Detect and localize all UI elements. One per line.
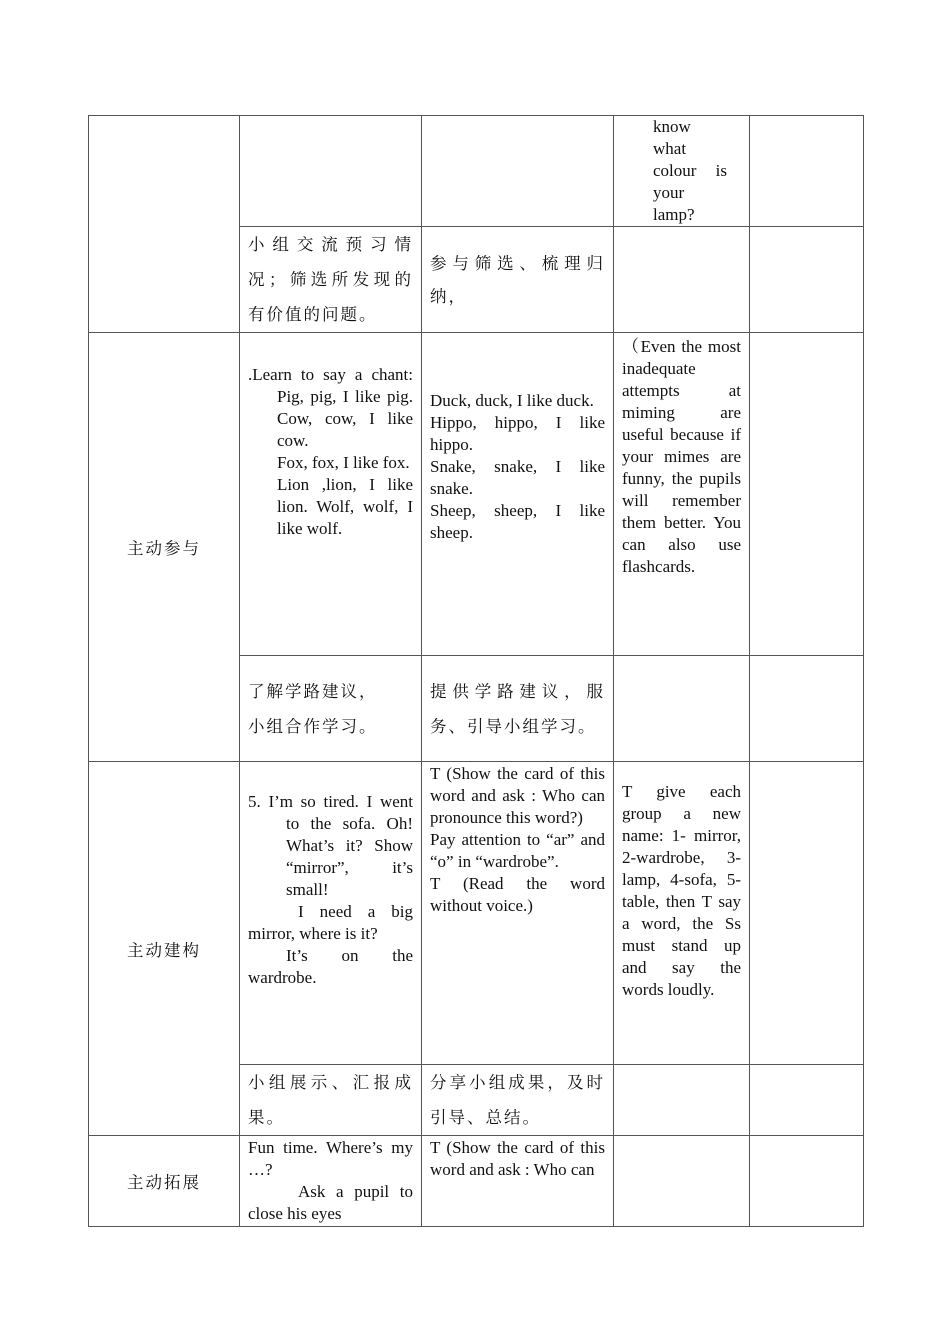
- teacher-activity-cell: [422, 333, 614, 656]
- table-row: [89, 333, 864, 656]
- student-activity-cell: 小组交流预习情况；筛选所发现的有价值的问题。: [240, 227, 422, 333]
- note-cell: [614, 116, 750, 227]
- student-activity-cell: [240, 333, 422, 656]
- teacher-line: T (Show the card of this word and ask : Who can pronounce this word?): [430, 764, 605, 827]
- note-cell: T give each group a new name: 1- mirror, 2-wardrobe, 3-lamp, 4-sofa, 5-table, then T say a word, the Ss must stand up and say the words loudly.: [614, 762, 750, 1065]
- note-line: colour is: [653, 161, 727, 180]
- note-cell: [614, 227, 750, 333]
- student-activity-cell: [240, 762, 422, 1065]
- student-activity-cell: 小组展示、汇报成果。: [240, 1065, 422, 1136]
- student-line: 小组合作学习。: [248, 716, 378, 736]
- stage-extension: 主动拓展: [89, 1136, 240, 1227]
- student-line: It’s on the wardrobe.: [248, 946, 413, 987]
- remarks-cell: [750, 116, 864, 227]
- stage-construction: 主动建构: [89, 762, 240, 1136]
- teacher-activity-cell: 参与筛选、梳理归纳，: [422, 227, 614, 333]
- note-line: what: [653, 139, 687, 158]
- student-activity-cell: [240, 116, 422, 227]
- note-cell: （Even the most inadequate attempts at miming are useful because if your mimes are funny, the pupils will remember them better. You can also use flashcards.: [614, 333, 750, 656]
- teacher-activity-cell: [422, 762, 614, 1065]
- remarks-cell: [750, 227, 864, 333]
- remarks-cell: [750, 762, 864, 1065]
- chant-line: Lion ,lion, I like lion. Wolf, wolf, I like wolf.: [277, 475, 413, 538]
- table-row: [89, 762, 864, 1065]
- remarks-cell: [750, 656, 864, 762]
- teacher-line: Hippo, hippo, I like hippo.: [430, 413, 605, 454]
- chant-line: Fox, fox, I like fox.: [277, 453, 410, 472]
- table-row: [89, 1136, 864, 1227]
- teacher-line: Duck, duck, I like duck.: [430, 391, 594, 410]
- note-cell: [614, 656, 750, 762]
- teacher-line: Pay attention to “ar” and “o” in “wardrobe”.: [430, 830, 605, 871]
- teacher-line: Snake, snake, I like snake.: [430, 457, 605, 498]
- teacher-line: Sheep, sheep, I like sheep.: [430, 501, 605, 542]
- teacher-activity-cell: [422, 116, 614, 227]
- note-cell: [614, 1136, 750, 1227]
- student-line: I need a big mirror, where is it?: [248, 902, 413, 943]
- teacher-activity-cell: T (Show the card of this word and ask : Who can: [422, 1136, 614, 1227]
- note-line: know: [653, 117, 691, 136]
- lesson-plan-table: [88, 115, 864, 1227]
- stage-cell-empty: [89, 116, 240, 333]
- teacher-line: T (Read the word without voice.): [430, 874, 605, 915]
- student-line: 了解学路建议，: [248, 681, 378, 701]
- student-activity-cell: [240, 1136, 422, 1227]
- note-cell: [614, 1065, 750, 1136]
- student-line: Fun time. Where’s my …?: [248, 1138, 413, 1179]
- teacher-activity-cell: 提供学路建议，服务、引导小组学习。: [422, 656, 614, 762]
- teacher-activity-cell: 分享小组成果，及时引导、总结。: [422, 1065, 614, 1136]
- stage-participation: 主动参与: [89, 333, 240, 762]
- remarks-cell: [750, 333, 864, 656]
- note-line: lamp?: [653, 205, 695, 224]
- remarks-cell: [750, 1136, 864, 1227]
- student-line: Ask a pupil to close his eyes: [248, 1182, 413, 1223]
- remarks-cell: [750, 1065, 864, 1136]
- chant-line: Pig, pig, I like pig. Cow, cow, I like cow.: [277, 387, 413, 450]
- chant-intro: .Learn to say a chant:: [248, 365, 413, 384]
- student-activity-cell: [240, 656, 422, 762]
- student-line: 5. I’m so tired. I went to the sofa. Oh! What’s it? Show “mirror”, it’s small!: [248, 792, 413, 899]
- table-row: [89, 116, 864, 227]
- note-line: your: [653, 183, 685, 202]
